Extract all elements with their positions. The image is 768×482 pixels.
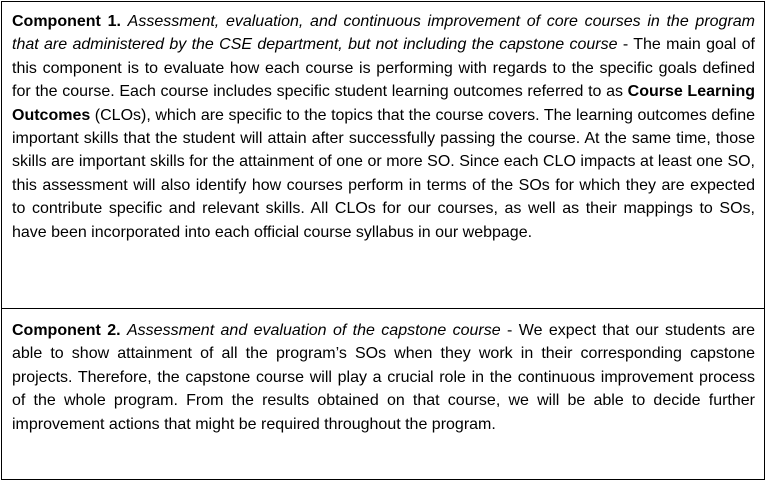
components-table	[1, 1, 765, 480]
component-2-heading: Component 2.	[12, 322, 121, 339]
component-1-text-a: - The main goal of this component is to evaluate how each course is performing with regards to the specific goals defined for the course. Each course includes specific student learning outcomes referred to as	[12, 36, 755, 101]
component-1-title: Assessment, evaluation, and continuous improvement of core courses in the program that are administered by the CSE department, but not including the capstone course	[12, 13, 756, 54]
component-1-text-b: (CLOs), which are specific to the topics that the course covers. The learning outcomes define important skills that the student will attain after successfully passing the course. At the same time, those skills are important skills for the attainment of one or more SO. Since each CLO impacts at least one SO, this assessment will also identify how courses perform in terms of the SOs for which they are expected to contribute specific and relevant skills. All CLOs for our courses, as well as their mappings to SOs, have been incorporated into each official course syllabus in our webpage.	[12, 106, 755, 241]
course-learning-outcomes-term: Course Learning Outcomes	[12, 83, 755, 124]
component-1-heading: Component 1.	[12, 13, 121, 30]
component-2-title: Assessment and evaluation of the capstone course	[127, 322, 501, 339]
component-2-cell	[2, 309, 764, 479]
component-2-text: - We expect that our students are able to show attainment of all the program’s SOs when they work in their corresponding capstone projects. Therefore, the capstone course will play a crucial role in the continuous improvement process of the whole program. From the results obtained on that course, we will be able to decide further improvement actions that might be required throughout the program.	[12, 322, 755, 433]
component-1-cell	[2, 2, 764, 308]
